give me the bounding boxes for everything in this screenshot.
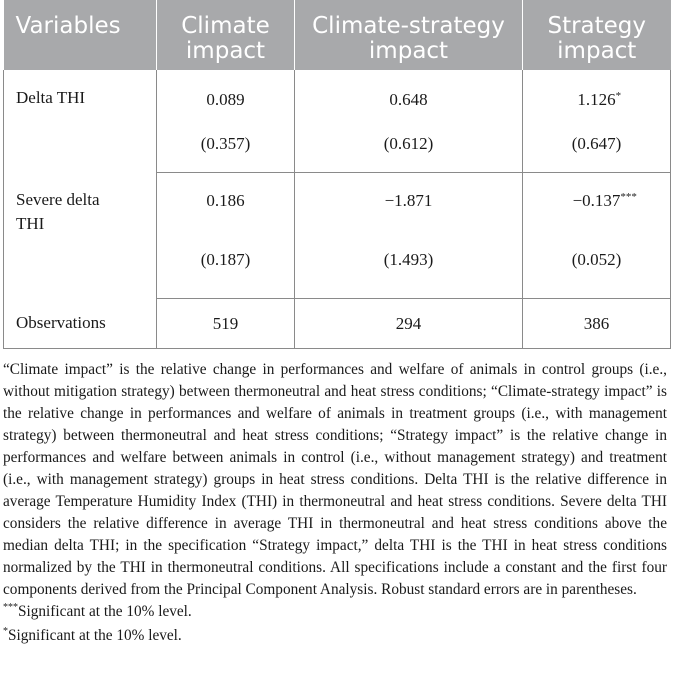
table-notes: “Climate impact” is the relative change in performances and welfare of animals in control groups (i.e., without mitigation strategy) between thermoneutral and heat stress conditions; “Climate-strategy impact” is the relative change in performances and welfare of animals in treatment groups (i.e., with management strategy) between thermoneutral and heat stress conditions; “Strategy impact” is the relative change in performances and welfare between animals in control (i.e., without management strategy) and treatment (i.e., with management strategy) groups in heat stress conditions. Delta THI is the relative difference in average Temperature Humidity Index (THI) in thermoneutral and heat stress conditions. Severe delta THI considers the relative difference in average THI in thermoneutral and heat stress conditions above the median delta THI; in the specification “Strategy impact,” delta THI is the THI in heat stress conditions normalized by the THI in thermoneutral conditions. All specifications include a constant and the first four components derived from the Principal Component Analysis. Robust standard errors are in parentheses. bbox=[3, 360, 667, 598]
table-row-observations bbox=[4, 298, 671, 348]
row-label-severe-delta-thi: Severe delta THI bbox=[4, 172, 157, 298]
significance-stars: *** bbox=[620, 190, 637, 203]
note-text: Significant at the 10% level. bbox=[18, 602, 192, 620]
cell-observations-climate-strategy: 294 bbox=[295, 298, 523, 348]
cell-severe-strategy-se: (0.052) bbox=[523, 232, 671, 298]
header-strategy-impact: Strategy impact bbox=[523, 0, 671, 70]
significance-note-1 bbox=[3, 601, 670, 625]
header-variables: Variables bbox=[4, 0, 157, 70]
table-body bbox=[4, 70, 671, 348]
regression-results-table bbox=[3, 0, 671, 349]
cell-delta-thi-strategy bbox=[523, 70, 671, 116]
cell-severe-climate-strategy: −1.871 bbox=[295, 172, 523, 232]
note-text: Significant at the 10% level. bbox=[8, 626, 182, 644]
header-climate-strategy-impact: Climate-strategy impact bbox=[295, 0, 523, 70]
cell-delta-thi-climate: 0.089 bbox=[157, 70, 295, 116]
cell-delta-thi-climate-strategy-se: (0.612) bbox=[295, 116, 523, 172]
significance-stars: * bbox=[615, 90, 622, 102]
cell-delta-thi-climate-se: (0.357) bbox=[157, 116, 295, 172]
table-row-severe-delta-thi-coef bbox=[4, 172, 671, 232]
row-label-delta-thi: Delta THI bbox=[4, 70, 157, 172]
header-climate-impact: Climate impact bbox=[157, 0, 295, 70]
note-marker: * bbox=[3, 625, 8, 637]
row-label-observations: Observations bbox=[4, 298, 157, 348]
table-header bbox=[4, 0, 671, 70]
cell-delta-thi-climate-strategy: 0.648 bbox=[295, 70, 523, 116]
cell-severe-strategy bbox=[523, 172, 671, 232]
cell-observations-strategy: 386 bbox=[523, 298, 671, 348]
cell-delta-thi-strategy-se: (0.647) bbox=[523, 116, 671, 172]
coef-value: −0.137 bbox=[572, 190, 621, 210]
significance-note-2 bbox=[3, 625, 670, 649]
coef-value: 1.126 bbox=[577, 90, 616, 109]
note-marker: *** bbox=[3, 601, 18, 613]
cell-severe-climate-strategy-se: (1.493) bbox=[295, 232, 523, 298]
cell-severe-climate-se: (0.187) bbox=[157, 232, 295, 298]
cell-observations-climate: 519 bbox=[157, 298, 295, 348]
cell-severe-climate: 0.186 bbox=[157, 172, 295, 232]
table-row-delta-thi-coef bbox=[4, 70, 671, 116]
